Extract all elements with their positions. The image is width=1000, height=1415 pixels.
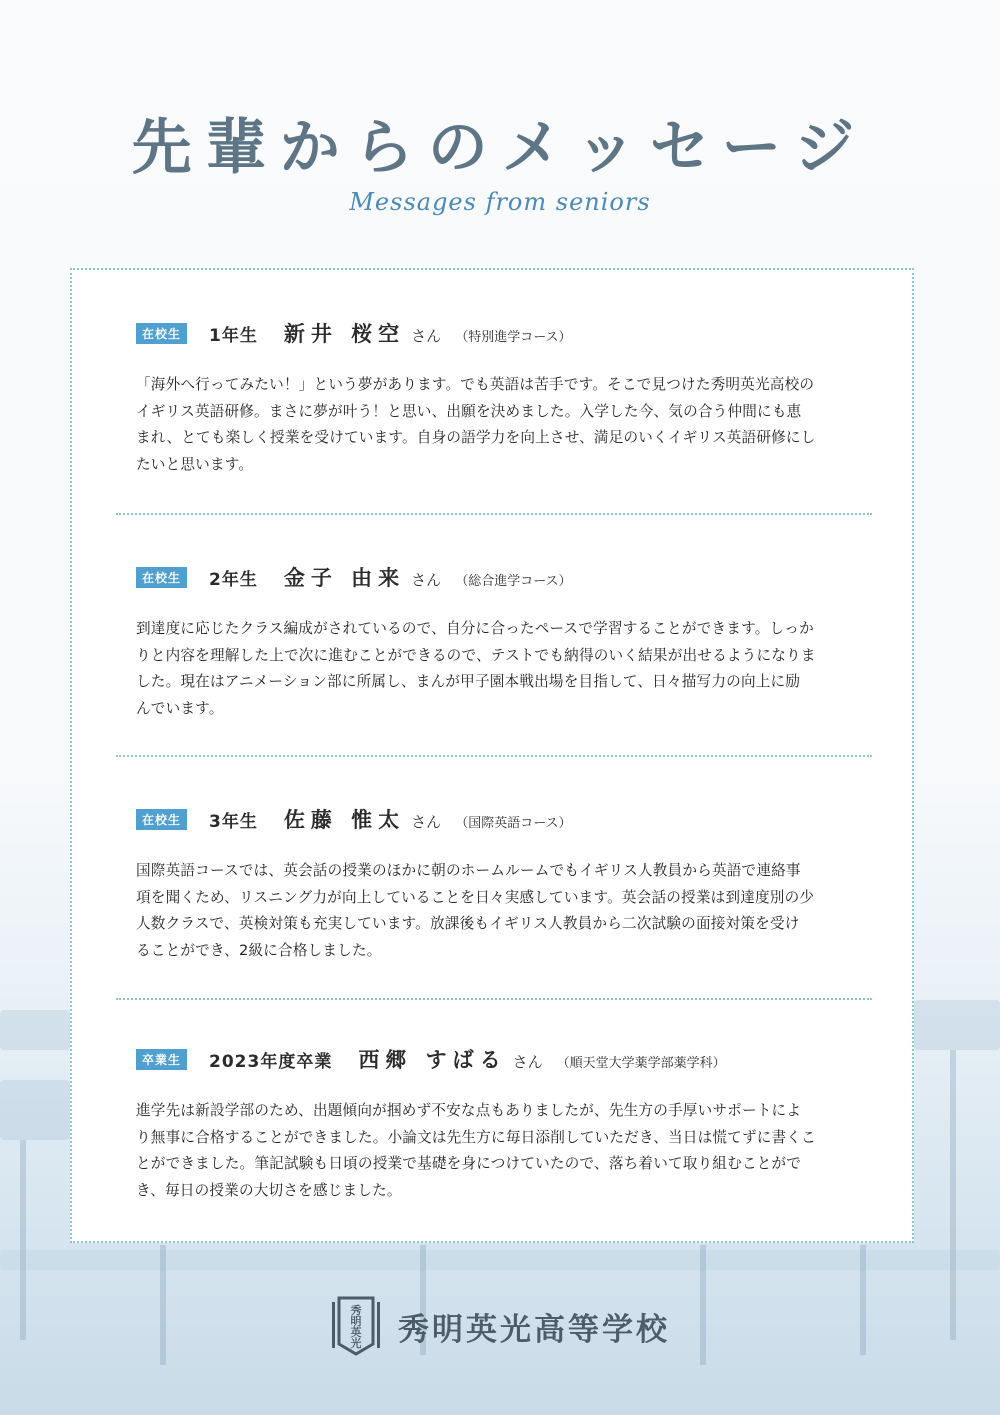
grade-label: 2023年度卒業 xyxy=(209,1052,333,1072)
divider xyxy=(116,998,872,1000)
message-line: 人数クラスで、英検対策も充実しています。放課後もイギリス人教員から二次試験の面接対策を受け xyxy=(136,915,800,932)
message-line: 進学先は新設学部のため、出題傾向が掴めず不安な点もありましたが、先生方の手厚いサポートによ xyxy=(136,1102,802,1119)
svg-text:光: 光 xyxy=(350,1337,362,1350)
student-name: 佐藤 惟太 xyxy=(283,808,406,832)
message-line: たいと思います。 xyxy=(136,455,254,473)
page-subtitle: Messages from seniors xyxy=(349,188,651,216)
student-name: 新井 桜空 xyxy=(283,322,406,346)
school-footer xyxy=(0,1294,1000,1358)
divider xyxy=(116,513,872,515)
honorific: さん xyxy=(411,327,442,345)
honorific: さん xyxy=(512,1053,543,1071)
divider xyxy=(116,755,872,757)
message-body xyxy=(136,616,866,722)
status-badge: 在校生 xyxy=(136,809,187,830)
message-entry xyxy=(136,804,866,964)
grade-label: 1年生 xyxy=(209,326,258,346)
course-label: （特別進学コース） xyxy=(455,330,572,345)
svg-text:英: 英 xyxy=(350,1326,362,1339)
message-line: とができました。筆記試験も日頃の授業で基礎を身につけていたので、落ち着いて取り組むことがで xyxy=(136,1155,802,1172)
status-badge: 在校生 xyxy=(136,323,187,344)
message-body xyxy=(136,1098,866,1204)
message-line: 項を聞くため、リスニング力が向上していることを日々実感しています。英会話の授業は到達度別の少 xyxy=(136,888,815,906)
svg-text:秀: 秀 xyxy=(350,1304,362,1317)
page-title: 先輩からのメッセージ xyxy=(131,113,869,183)
message-line: き、毎日の授業の大切さを感じました。 xyxy=(136,1181,402,1199)
message-line: イギリス英語研修。まさに夢が叶う！と思い、出願を決めました。入学した今、気の合う仲間にも恵 xyxy=(136,402,802,420)
message-line: んでいます。 xyxy=(136,699,224,717)
entry-header xyxy=(136,804,866,834)
course-label: （国際英語コース） xyxy=(455,816,572,831)
student-name: 西郷 すばる xyxy=(358,1048,507,1072)
entry-header xyxy=(136,1044,866,1074)
message-line: りと内容を理解した上で次に進むことができるので、テストでも納得のいく結果が出せるようになりま xyxy=(136,646,816,664)
status-badge: 在校生 xyxy=(136,567,187,588)
message-body xyxy=(136,858,866,964)
student-name: 金子 由来 xyxy=(283,566,406,590)
message-entry xyxy=(136,562,866,722)
entry-header xyxy=(136,318,866,348)
honorific: さん xyxy=(411,813,442,831)
message-entry xyxy=(136,318,866,478)
message-entry xyxy=(136,1044,866,1204)
message-line: り無事に合格することができました。小論文は先生方に毎日添削していただき、当日は慌てずに書くこ xyxy=(136,1128,816,1146)
school-emblem-icon xyxy=(330,1294,382,1358)
grade-label: 3年生 xyxy=(209,812,258,832)
honorific: さん xyxy=(411,571,442,589)
message-line: した。現在はアニメーション部に所属し、まんが甲子園本戦出場を目指して、日々描写力の向上に励 xyxy=(136,673,801,690)
message-line: まれ、とても楽しく授業を受けています。自身の語学力を向上させ、満足のいくイギリス英語研修にし xyxy=(136,429,816,446)
course-label: （順天堂大学薬学部薬学科） xyxy=(556,1056,726,1071)
message-body xyxy=(136,372,866,478)
messages-card xyxy=(70,268,914,1243)
course-label: （総合進学コース） xyxy=(455,574,572,589)
message-line: 「海外へ行ってみたい！」という夢があります。でも英語は苦手です。そこで見つけた秀明英光高校の xyxy=(136,376,815,393)
message-line: 到達度に応じたクラス編成がされているので、自分に合ったペースで学習することができます。しっか xyxy=(136,620,814,637)
school-name: 秀明英光高等学校 xyxy=(398,1311,670,1348)
message-line: ることができ、2級に合格しました。 xyxy=(136,941,382,959)
svg-text:明: 明 xyxy=(350,1315,362,1328)
status-badge: 卒業生 xyxy=(136,1049,187,1070)
message-line: 国際英語コースでは、英会話の授業のほかに朝のホームルームでもイギリス人教員から英語で連絡事 xyxy=(136,862,801,879)
grade-label: 2年生 xyxy=(209,570,258,590)
entry-header xyxy=(136,562,866,592)
